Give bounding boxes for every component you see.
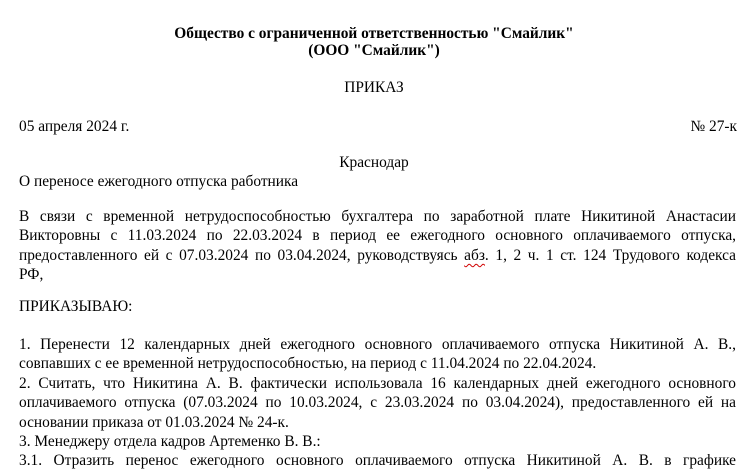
item-2-line: основании приказа от 01.03.2024 № 24-к. <box>19 413 289 431</box>
item-1-line: 1. Перенести 12 календарных дней ежегодного основного оплачиваемого отпуска Никитиной А. В., <box>19 336 736 353</box>
preamble-line: Викторовны с 11.03.2024 по 22.03.2024 в период ее ежегодного основного оплачиваемого отпуска, <box>19 227 736 245</box>
preamble-text: . 1, 2 ч. 1 ст. 124 Трудового кодекса <box>484 246 737 264</box>
item-3-line: 3. Менеджеру отдела кадров Артеменко В. В.: <box>19 432 321 450</box>
item-1-line: совпавших с ее временной нетрудоспособностью, на период с 11.04.2024 по 22.04.2024. <box>19 355 597 373</box>
org-full-name: Общество с ограниченной ответственностью "Смайлик" <box>174 25 574 42</box>
document-title: ПРИКАЗ <box>344 79 404 96</box>
preamble-paragraph <box>19 207 736 285</box>
order-heading: ПРИКАЗЫВАЮ: <box>19 298 133 315</box>
order-number: № 27-к <box>690 118 737 135</box>
spellcheck-flagged-word[interactable]: абз <box>464 246 485 264</box>
org-short-name: (ООО "Смайлик") <box>308 42 440 59</box>
preamble-line <box>19 246 736 265</box>
item-2-line: оплачиваемого отпуска (07.03.2024 по 10.03.2024, с 23.03.2024 по 03.04.2024), предоставленного ей на <box>19 394 736 412</box>
item-2-line: 2. Считать, что Никитина А. В. фактически использовала 16 календарных дней ежегодного основного <box>19 374 736 392</box>
item-3-1-line: 3.1. Отразить перенос ежегодного основного оплачиваемого отпуска Никитиной А. В. в графике <box>19 452 736 470</box>
order-date: 05 апреля 2024 г. <box>19 118 130 135</box>
city: Краснодар <box>339 154 409 171</box>
preamble-text: предоставленного ей с 07.03.2024 по 03.04.2024, руководствуясь <box>19 246 465 264</box>
order-subject: О переносе ежегодного отпуска работника <box>19 173 299 190</box>
preamble-line: РФ, <box>19 266 44 284</box>
preamble-line: В связи с временной нетрудоспособностью бухгалтера по заработной плате Никитиной Анастасии <box>19 208 736 225</box>
items-block <box>19 335 736 471</box>
